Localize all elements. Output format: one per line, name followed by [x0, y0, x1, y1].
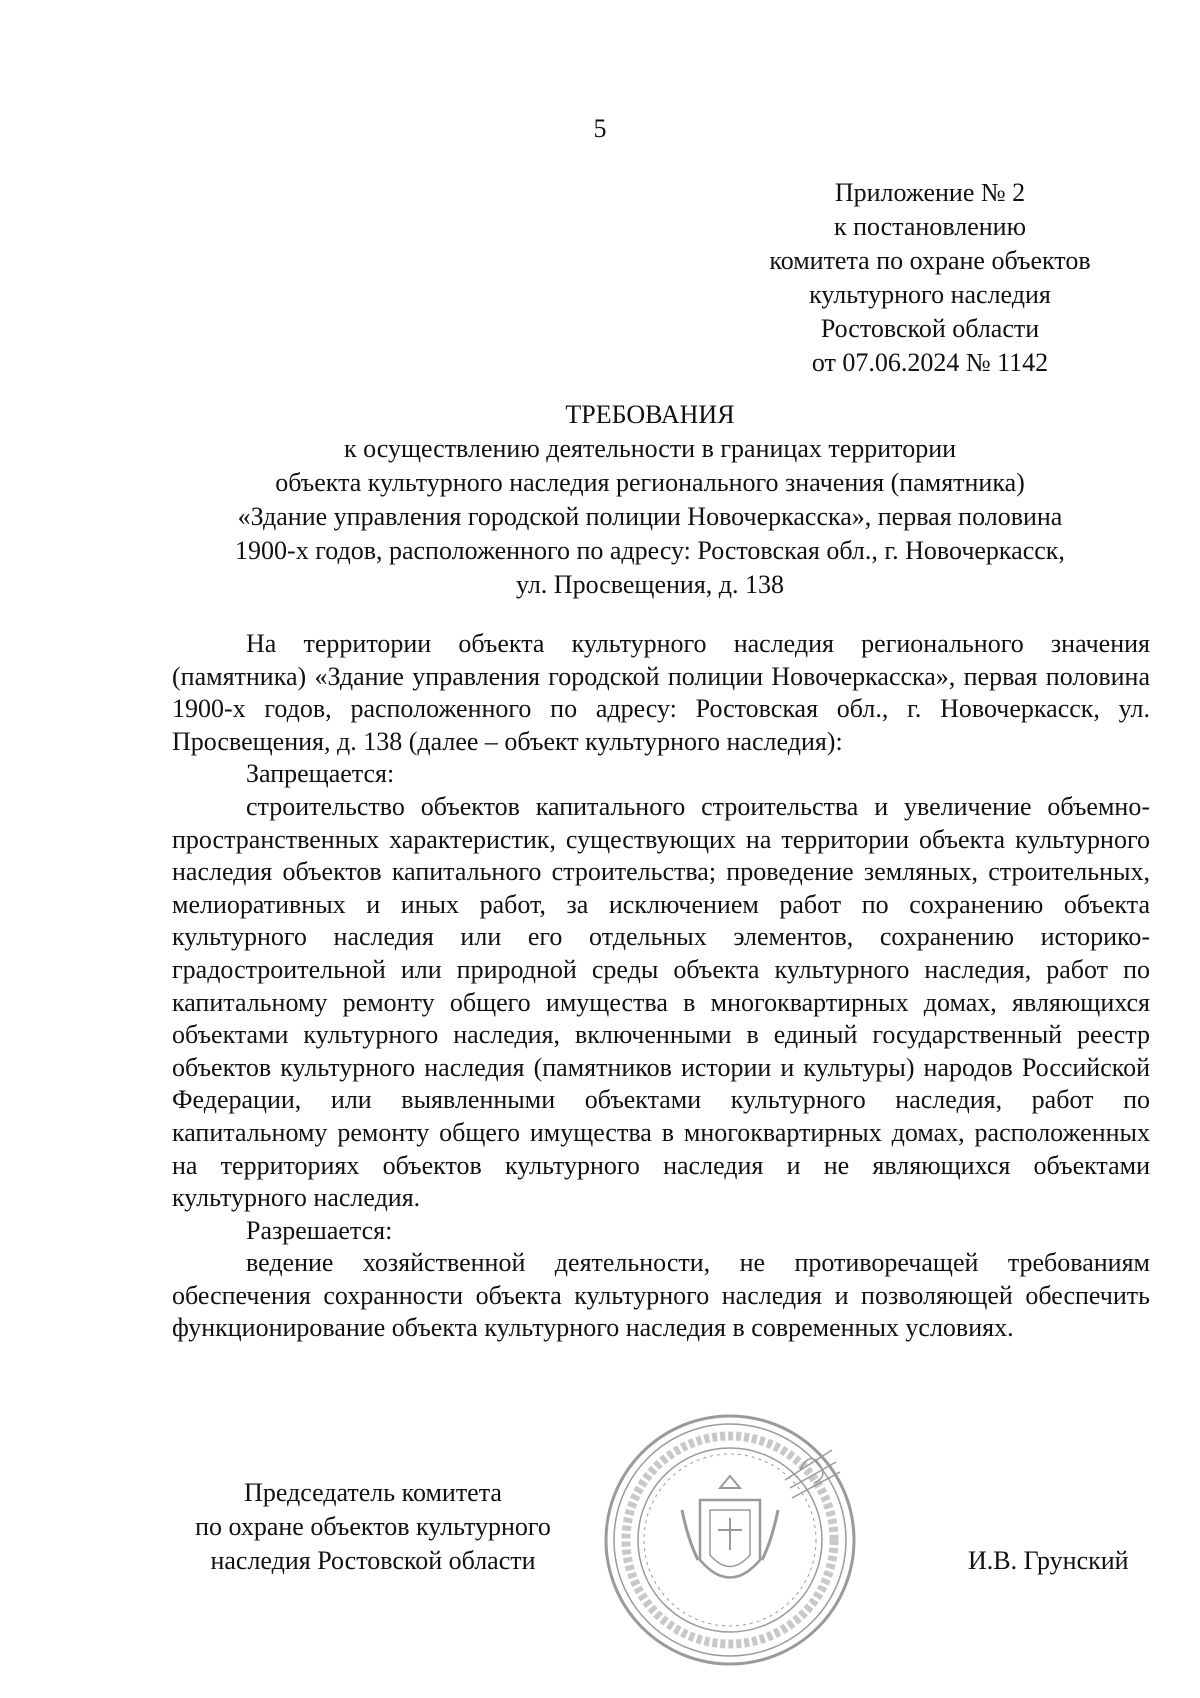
prohibited-label: Запрещается:: [246, 759, 395, 789]
position-line: по охране объектов культурного: [195, 1512, 551, 1541]
intro-paragraph: На территории объекта культурного наследия регионального значения (памятника) «Здание управления городской полиции Новочеркасска», первая половина 1900-х годов, расположенного по адресу: Ростовская обл., г. Новочеркасск, ул. Просвещения, д. 138 (далее – объект культурного наследия):: [172, 629, 1150, 756]
title-line: 1900-х годов, расположенного по адресу: Ростовская обл., г. Новочеркасск,: [235, 536, 1065, 565]
document-body: [172, 628, 1150, 1345]
title-line: ул. Просвещения, д. 138: [515, 570, 785, 599]
appendix-line: от 07.06.2024 № 1142: [811, 348, 1049, 377]
position-line: Председатель комитета: [244, 1478, 502, 1507]
appendix-line: Ростовской области: [820, 314, 1040, 343]
appendix-line: культурного наследия: [809, 280, 1051, 309]
appendix-line: Приложение № 2: [834, 178, 1026, 207]
appendix-line: комитета по охране объектов: [769, 246, 1091, 275]
allowed-paragraph: ведение хозяйственной деятельности, не противоречащей требованиям обеспечения сохранности объекта культурного наследия и позволяющей обеспечить функционирование объекта культурного наследия в современных условиях.: [172, 1248, 1150, 1343]
official-seal-icon: [600, 1410, 860, 1670]
title-line: к осуществлению деятельности в границах территории: [343, 434, 957, 463]
document-title: [150, 398, 1150, 602]
title-line: объекта культурного наследия регионального значения (памятника): [275, 468, 1025, 497]
page-number: 5: [593, 114, 607, 143]
position-line: наследия Ростовской области: [210, 1546, 536, 1575]
appendix-header: [740, 176, 1120, 380]
appendix-line: к постановлению: [833, 212, 1027, 241]
prohibited-paragraph: строительство объектов капитального строительства и увеличение объемно-пространственных характеристик, существующих на территории объекта культурного наследия объектов капитального строительства; проведение земляных, строительных, мелиоративных и иных работ, за исключением работ по сохранению объекта культурного наследия или его отдельных элементов, сохранению историко-градостроительной или природной среды объекта культурного наследия, работ по капитальному ремонту общего имущества в многоквартирных домах, являющихся объектами культурного наследия, включенными в единый государственный реестр объектов культурного наследия (памятников истории и культуры) народов Российской Федерации, или выявленными объектами культурного наследия, работ по капитальному ремонту общего имущества в многоквартирных домах, расположенных на территориях объектов культурного наследия и не являющихся объектами культурного наследия.: [172, 791, 1150, 1213]
title-line: «Здание управления городской полиции Новочеркасска», первая половина: [237, 502, 1063, 531]
signatory-position: [150, 1476, 596, 1578]
title-heading: ТРЕБОВАНИЯ: [565, 400, 735, 429]
allowed-label: Разрешается:: [246, 1215, 393, 1245]
signatory-name: И.В. Грунский: [968, 1546, 1129, 1575]
